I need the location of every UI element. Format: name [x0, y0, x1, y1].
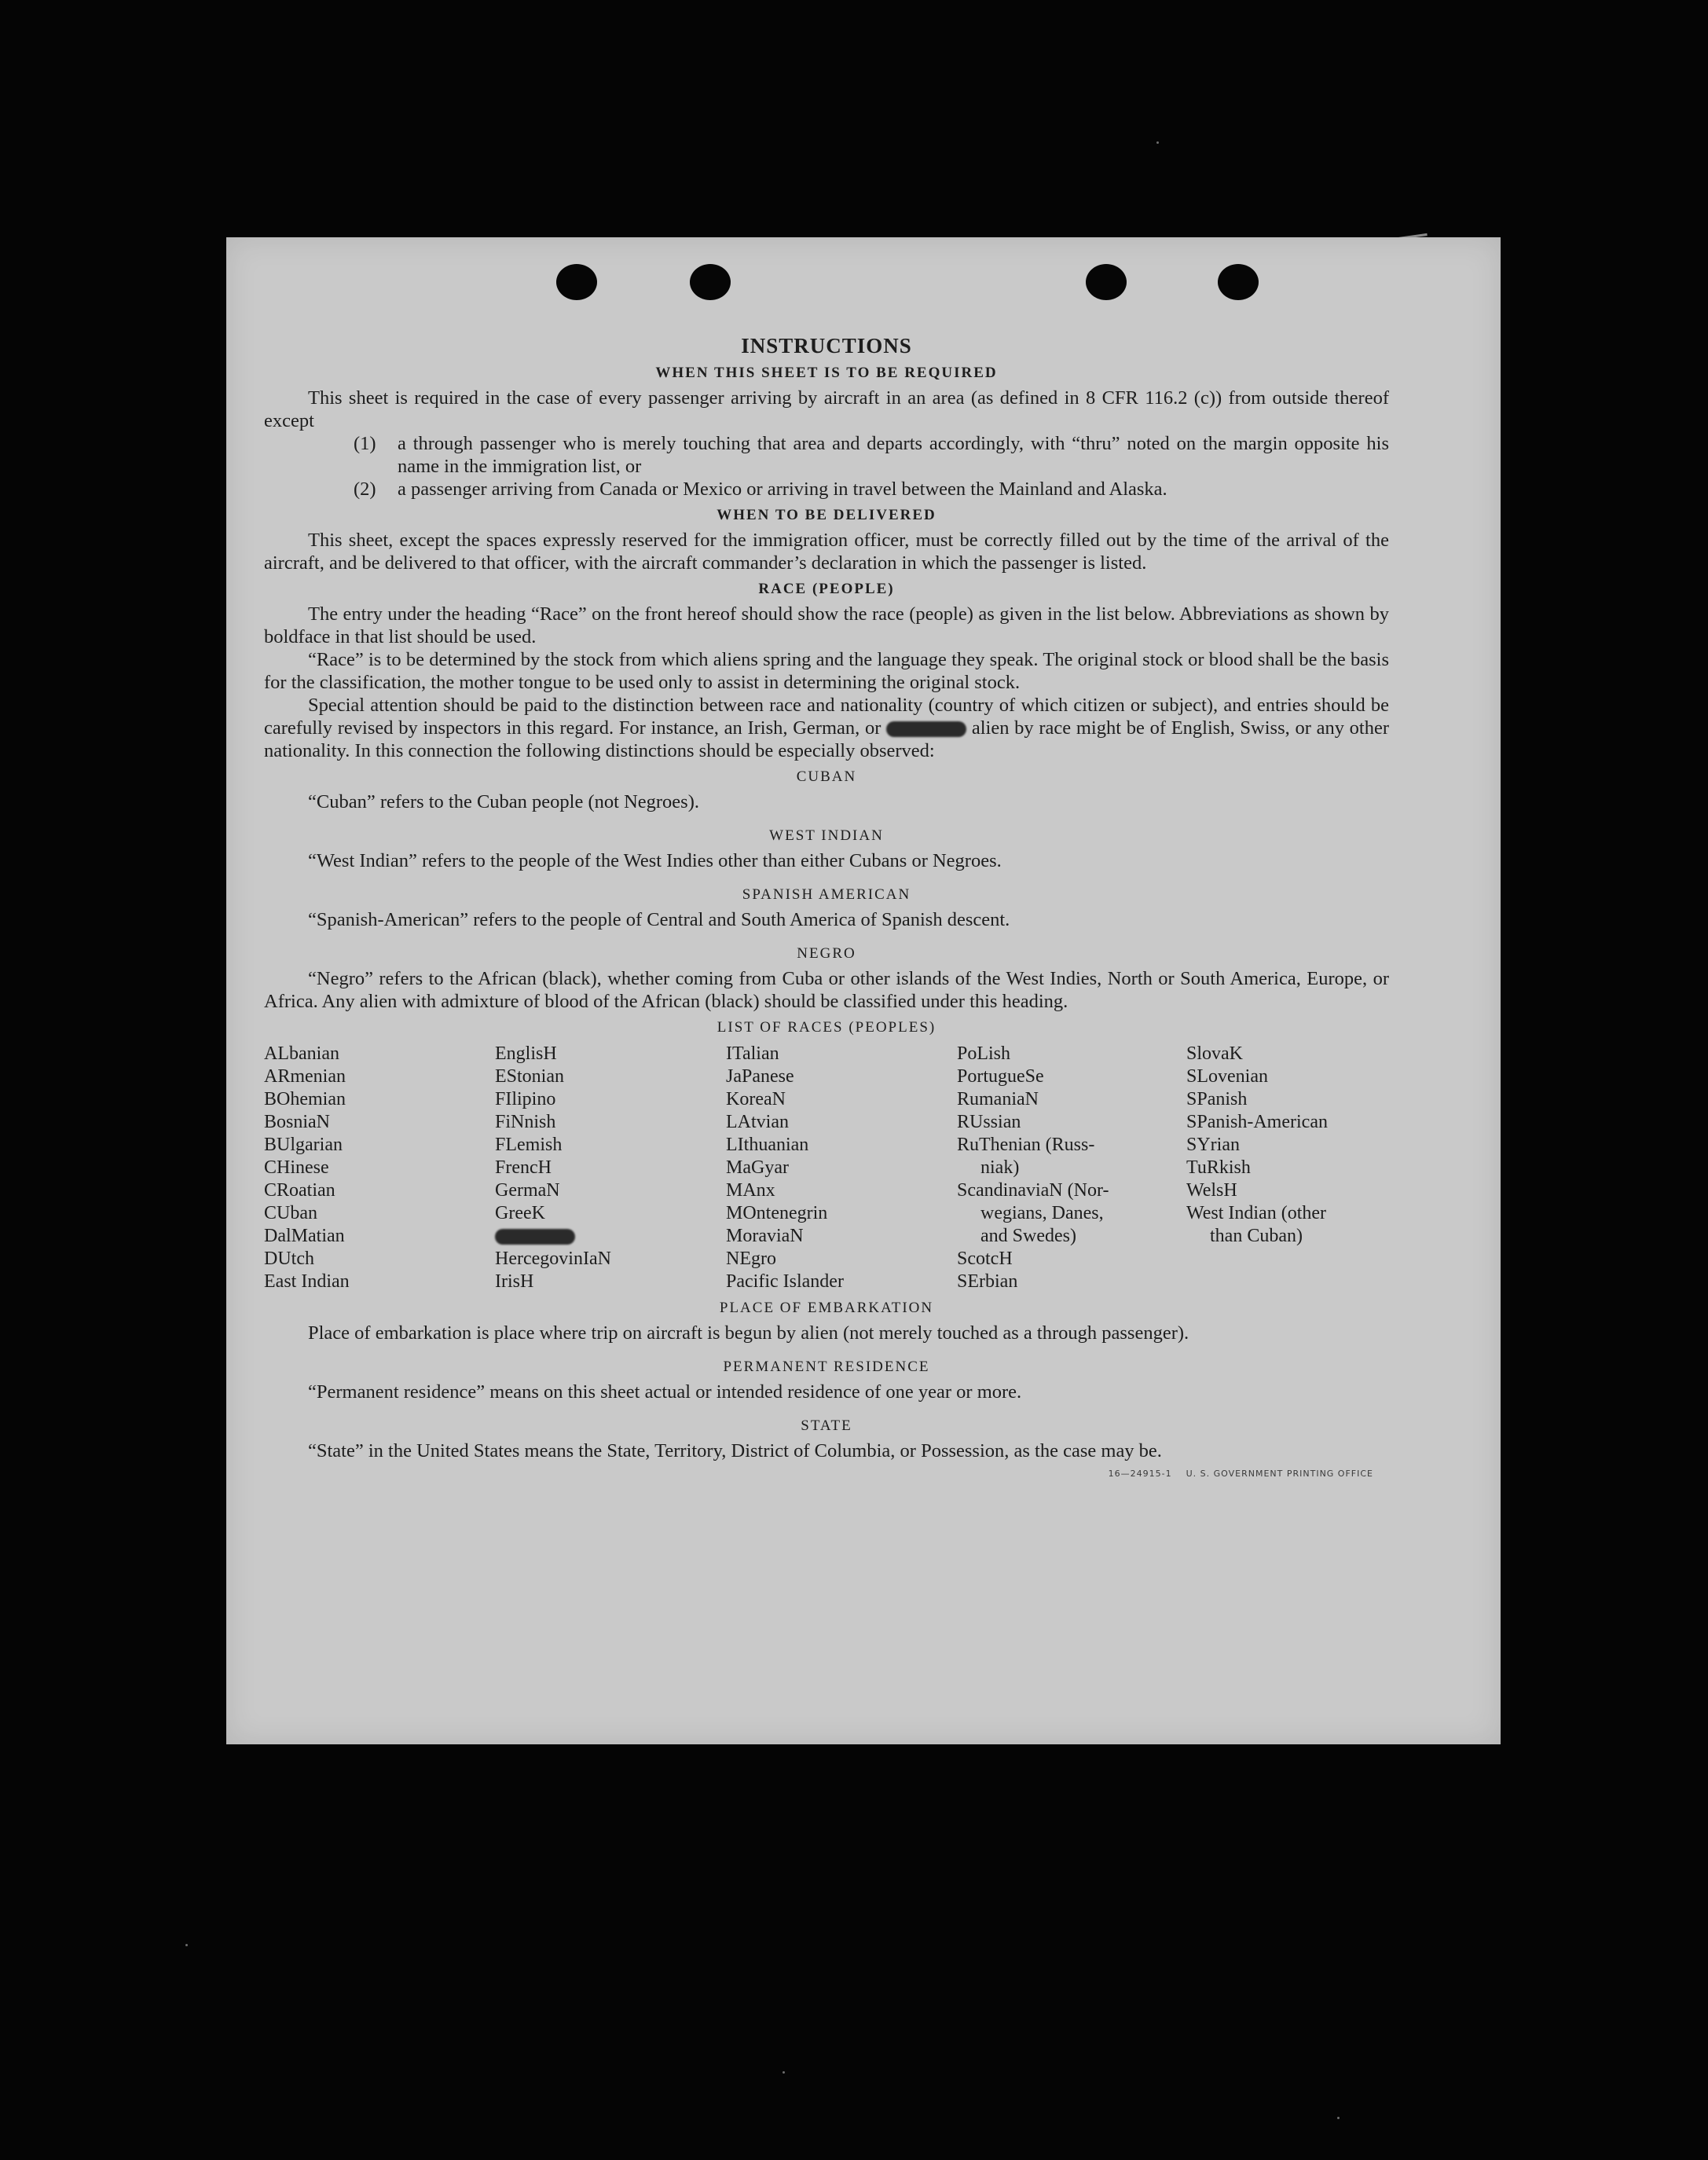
race-item: ARmenian — [264, 1066, 346, 1087]
instruction-sheet — [226, 237, 1501, 1744]
race-item: and Swedes) — [980, 1226, 1076, 1246]
race-item: MaGyar — [726, 1157, 789, 1178]
section-heading-residence: PERMANENT RESIDENCE — [723, 1359, 930, 1375]
race-item: NEgro — [726, 1249, 776, 1269]
race-item: GermaN — [495, 1180, 560, 1201]
dust-speck — [1156, 141, 1159, 144]
condition-number: (1) — [354, 433, 376, 454]
printer-name: U. S. GOVERNMENT PRINTING OFFICE — [1186, 1469, 1373, 1479]
race-item: MAnx — [726, 1180, 775, 1201]
race-item: DUtch — [264, 1249, 314, 1269]
punch-hole — [1218, 264, 1259, 300]
race-special-after: alien by race might be of English, Swiss, or any other nationality. In this connection the following distinctions should be especially observed: — [264, 717, 1389, 761]
race-item: SYrian — [1186, 1135, 1240, 1155]
race-item: BOhemian — [264, 1089, 346, 1109]
race-item: Pacific Islander — [726, 1271, 844, 1292]
race-item: SPanish — [1186, 1089, 1248, 1109]
race-paragraph: The entry under the heading “Race” on the front hereof should show the race (people) as given in the list below. Abbreviations as shown by boldface in that list should be used. — [264, 603, 1389, 647]
race-item: KoreaN — [726, 1089, 786, 1109]
race-item: East Indian — [264, 1271, 350, 1292]
form-number: 16—24915-1 — [1108, 1469, 1172, 1479]
section-heading-cuban: CUBAN — [796, 768, 857, 785]
section-heading-west-indian: WEST INDIAN — [769, 827, 884, 844]
delivered-text: This sheet, except the spaces expressly reserved for the immigration officer, must be correctly filled out by the time of the arrival of the aircraft, and be delivered to that officer, with the aircraft commander’s declaration in which the passenger is listed. — [264, 530, 1389, 574]
race-item: CRoatian — [264, 1180, 335, 1201]
section-heading-required: WHEN THIS SHEET IS TO BE REQUIRED — [655, 365, 998, 381]
race-item: HercegovinIaN — [495, 1249, 611, 1269]
race-column — [957, 1043, 1186, 1293]
condition-item — [354, 432, 1389, 478]
punch-hole — [1086, 264, 1127, 300]
race-item: FIlipino — [495, 1089, 556, 1109]
cuban-text: “Cuban” refers to the Cuban people (not Negroes). — [308, 791, 699, 812]
race-item: LAtvian — [726, 1112, 789, 1132]
race-item: ITalian — [726, 1043, 779, 1064]
race-item: WelsH — [1186, 1180, 1237, 1201]
race-item: ScotcH — [957, 1249, 1013, 1269]
race-item: TuRkish — [1186, 1157, 1251, 1178]
section-heading-negro: NEGRO — [797, 945, 856, 962]
race-column — [495, 1043, 726, 1293]
race-list — [264, 1043, 1389, 1293]
punch-hole — [690, 264, 731, 300]
state-text: “State” in the United States means the State, Territory, District of Columbia, or Possession, as the case may be. — [308, 1440, 1162, 1461]
race-item: SErbian — [957, 1271, 1018, 1292]
section-heading-list-of-races: LIST OF RACES (PEOPLES) — [717, 1019, 936, 1036]
race-item: FLemish — [495, 1135, 563, 1155]
race-column — [1186, 1043, 1389, 1293]
race-column — [264, 1043, 495, 1293]
race-item: GreeK — [495, 1203, 545, 1223]
redaction-mark — [886, 721, 966, 737]
race-item: PortugueSe — [957, 1066, 1044, 1087]
punch-hole — [556, 264, 597, 300]
race-item: SlovaK — [1186, 1043, 1243, 1064]
race-item: EStonian — [495, 1066, 564, 1087]
race-special-paragraph — [264, 694, 1389, 762]
section-heading-spanish-american: SPANISH AMERICAN — [742, 886, 911, 903]
spanish-american-text: “Spanish-American” refers to the people of Central and South America of Spanish descent. — [308, 909, 1010, 930]
race-paragraph: “Race” is to be determined by the stock from which aliens spring and the language they speak. The original stock or blood shall be the basis for the classification, the mother tongue to be used only to assist in determining the original stock. — [264, 649, 1389, 693]
race-item: RUssian — [957, 1112, 1021, 1132]
section-heading-race: RACE (PEOPLE) — [758, 581, 895, 597]
race-item: MOntenegrin — [726, 1203, 828, 1223]
race-item: IrisH — [495, 1271, 534, 1292]
dust-speck — [1337, 2117, 1340, 2119]
race-item: EnglisH — [495, 1043, 557, 1064]
race-item: BUlgarian — [264, 1135, 343, 1155]
race-item-redacted — [495, 1225, 726, 1248]
section-heading-delivered: WHEN TO BE DELIVERED — [717, 507, 936, 523]
condition-number: (2) — [354, 479, 376, 500]
section-heading-embarkation: PLACE OF EMBARKATION — [719, 1300, 934, 1316]
condition-text: a passenger arriving from Canada or Mexico or arriving in travel between the Mainland and Alaska. — [398, 479, 1167, 500]
race-item: FrencH — [495, 1157, 552, 1178]
race-item: DalMatian — [264, 1226, 345, 1246]
page-title: INSTRUCTIONS — [741, 334, 912, 358]
race-special-before: Special attention should be paid to the distinction between race and nationality (country of which citizen or subject), and entries should be carefully revised by inspectors in this regard. For instance, an Irish, German, or — [264, 695, 1389, 739]
redaction-mark — [495, 1229, 575, 1245]
race-item: SPanish-American — [1186, 1112, 1328, 1132]
race-item: FiNnish — [495, 1112, 556, 1132]
race-item: RumaniaN — [957, 1089, 1039, 1109]
race-item: ALbanian — [264, 1043, 339, 1064]
embarkation-text: Place of embarkation is place where trip on aircraft is begun by alien (not merely touched as a through passenger). — [308, 1322, 1189, 1344]
race-item: JaPanese — [726, 1066, 794, 1087]
race-item: RuThenian (Russ- — [957, 1135, 1095, 1155]
sheet-content — [264, 333, 1389, 1485]
race-item: PoLish — [957, 1043, 1011, 1064]
race-item: MoraviaN — [726, 1226, 804, 1246]
west-indian-text: “West Indian” refers to the people of the West Indies other than either Cubans or Negroes. — [308, 850, 1002, 871]
race-item: CUban — [264, 1203, 317, 1223]
residence-text: “Permanent residence” means on this sheet actual or intended residence of one year or more. — [308, 1381, 1022, 1403]
race-item: ScandinaviaN (Nor- — [957, 1180, 1109, 1201]
race-column — [726, 1043, 957, 1293]
race-item: LIthuanian — [726, 1135, 809, 1155]
condition-text: a through passenger who is merely touching that area and departs accordingly, with “thru” noted on the margin opposite his name in the immigration list, or — [398, 433, 1389, 477]
footer — [264, 1462, 1389, 1485]
section-heading-state: STATE — [801, 1417, 852, 1434]
race-item: than Cuban) — [1210, 1226, 1303, 1246]
negro-text: “Negro” refers to the African (black), whether coming from Cuba or other islands of the West Indies, North or South America, Europe, or Africa. Any alien with admixture of blood of the African (black) should be classified under this heading. — [264, 968, 1389, 1012]
race-item: West Indian (other — [1186, 1203, 1327, 1223]
printer-imprint — [1109, 1462, 1373, 1485]
required-intro: This sheet is required in the case of every passenger arriving by aircraft in an area (as defined in 8 CFR 116.2 (c)) from outside thereof except — [264, 387, 1389, 431]
race-item: CHinese — [264, 1157, 329, 1178]
dust-speck — [185, 1944, 188, 1946]
race-item: wegians, Danes, — [980, 1203, 1104, 1223]
dust-speck — [783, 2071, 785, 2074]
condition-item — [354, 478, 1389, 501]
race-item: BosniaN — [264, 1112, 330, 1132]
race-item: niak) — [980, 1157, 1020, 1178]
race-item: SLovenian — [1186, 1066, 1268, 1087]
